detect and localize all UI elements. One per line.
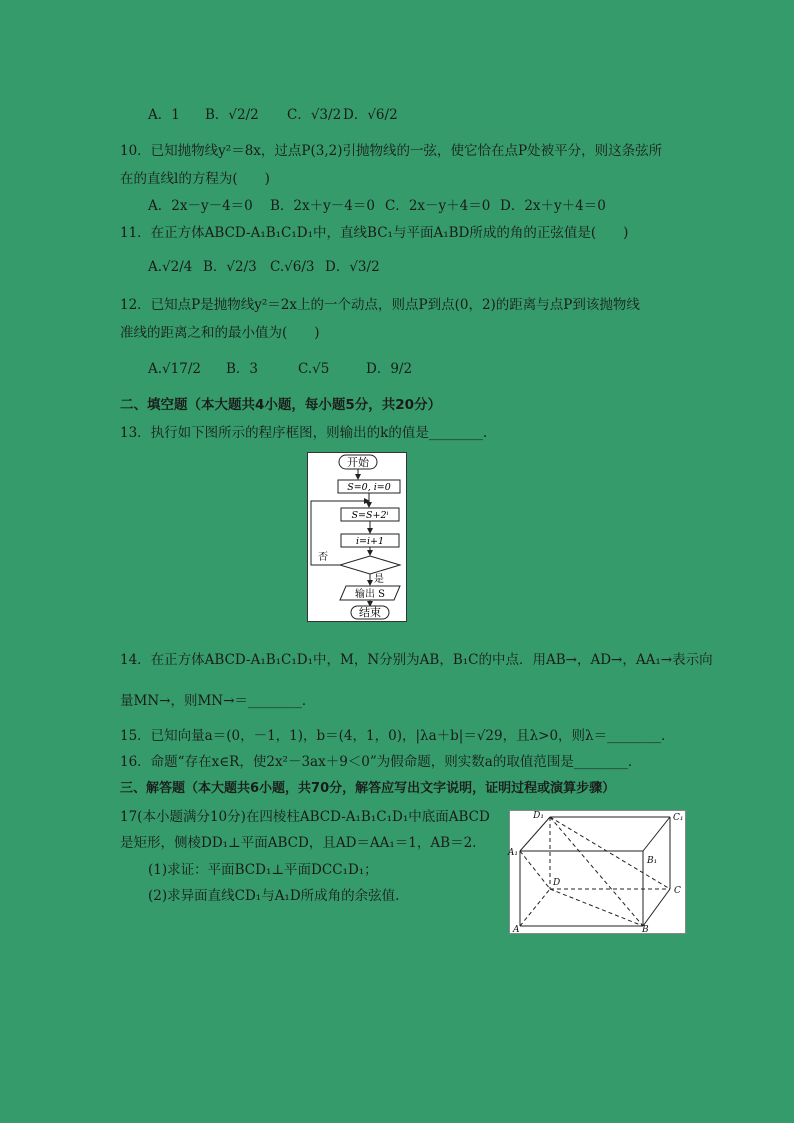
flow-output-label: 输出 S xyxy=(354,589,386,600)
label-b: B xyxy=(642,925,649,935)
q14-line2: 量MN→，则MN→＝________． xyxy=(120,693,316,709)
q10-option-b: B．2x＋y－4＝0 xyxy=(270,198,375,214)
prism-svg xyxy=(507,811,685,935)
flow-start-label: 开始 xyxy=(347,456,369,469)
flow-yes-label: 是 xyxy=(374,574,384,585)
flow-no-label: 否 xyxy=(318,552,328,563)
flow-end-label: 结束 xyxy=(359,606,381,619)
section3-heading: 三、解答题（本大题共6小题，共70分，解答应写出文字说明，证明过程或演算步骤） xyxy=(120,781,616,796)
q12-option-d: D．9/2 xyxy=(366,361,413,377)
q17-part1: (1)求证：平面BCD₁⊥平面DCC₁D₁； xyxy=(148,862,378,878)
q15-text: 15．已知向量a＝(0，－1，1)，b＝(4，1，0)，|λa＋b|＝√29，且λ>0，则λ＝________． xyxy=(120,728,675,744)
q10-line2: 在的直线l的方程为( ) xyxy=(120,171,270,187)
q10-option-c: C．2x－y＋4＝0 xyxy=(385,198,491,214)
q11-option-b: B．√2/3 xyxy=(203,259,257,275)
q9-option-b: B．√2/2 xyxy=(205,107,259,123)
q11-option-c: C.√6/3 xyxy=(270,259,315,275)
label-a: A xyxy=(513,925,520,935)
q10-option-d: D．2x＋y＋4＝0 xyxy=(500,198,606,214)
flow-init-label: S=0, i=0 xyxy=(347,482,391,493)
flowchart-figure xyxy=(307,452,407,622)
q12-option-a: A.√17/2 xyxy=(148,361,201,377)
flow-step2-label: i=i+1 xyxy=(355,536,385,547)
label-a1: A₁ xyxy=(507,848,518,858)
flowchart-svg xyxy=(308,453,406,621)
q16-text: 16．命题“存在x∈R，使2x²－3ax＋9＜0”为假命题，则实数a的取值范围是________． xyxy=(120,754,642,770)
q11-option-a: A.√2/4 xyxy=(148,259,193,275)
q9-option-d: D．√6/2 xyxy=(343,107,398,123)
q11-option-d: D．√3/2 xyxy=(325,259,380,275)
flow-decision-shape xyxy=(340,556,400,574)
q17-line2: 是矩形，侧棱DD₁⊥平面ABCD，且AD＝AA₁＝1，AB＝2. xyxy=(120,835,477,851)
q10-line1: 10．已知抛物线y²＝8x，过点P(3,2)引抛物线的一弦，使它恰在点P处被平分，则这条弦所 xyxy=(120,143,663,159)
q17-part2: (2)求异面直线CD₁与A₁D所成角的余弦值. xyxy=(148,888,400,904)
q13-text: 13．执行如下图所示的程序框图，则输出的k的值是________. xyxy=(120,425,488,441)
q12-line1: 12．已知点P是抛物线y²＝2x上的一个动点，则点P到点(0，2)的距离与点P到该抛物线 xyxy=(120,297,640,313)
q9-option-a: A．1 xyxy=(148,107,180,123)
q11-line1: 11．在正方体ABCD-A₁B₁C₁D₁中，直线BC₁与平面A₁BD所成的角的正弦值是( ) xyxy=(120,225,629,241)
q10-option-a: A．2x－y－4＝0 xyxy=(148,198,253,214)
q12-option-b: B．3 xyxy=(226,361,259,377)
label-d1: D₁ xyxy=(533,811,544,821)
q12-option-c: C.√5 xyxy=(298,361,330,377)
label-c: C xyxy=(674,886,681,896)
prism-figure xyxy=(509,810,686,934)
label-d: D xyxy=(553,878,561,888)
q14-line1: 14．在正方体ABCD-A₁B₁C₁D₁中，M，N分别为AB，B₁C的中点．用AB→，AD→，AA₁→表示向 xyxy=(120,652,713,668)
label-b1: B₁ xyxy=(647,856,658,866)
q12-line2: 准线的距离之和的最小值为( ) xyxy=(120,325,320,341)
label-c1: C₁ xyxy=(673,813,684,823)
q17-line1: 17(本小题满分10分)在四棱柱ABCD-A₁B₁C₁D₁中底面ABCD xyxy=(120,809,490,825)
flow-step1-label: S=S+2ⁱ xyxy=(351,510,389,521)
section2-heading: 二、填空题（本大题共4小题，每小题5分，共20分） xyxy=(120,397,442,413)
q9-option-c: C．√3/2 xyxy=(287,107,342,123)
